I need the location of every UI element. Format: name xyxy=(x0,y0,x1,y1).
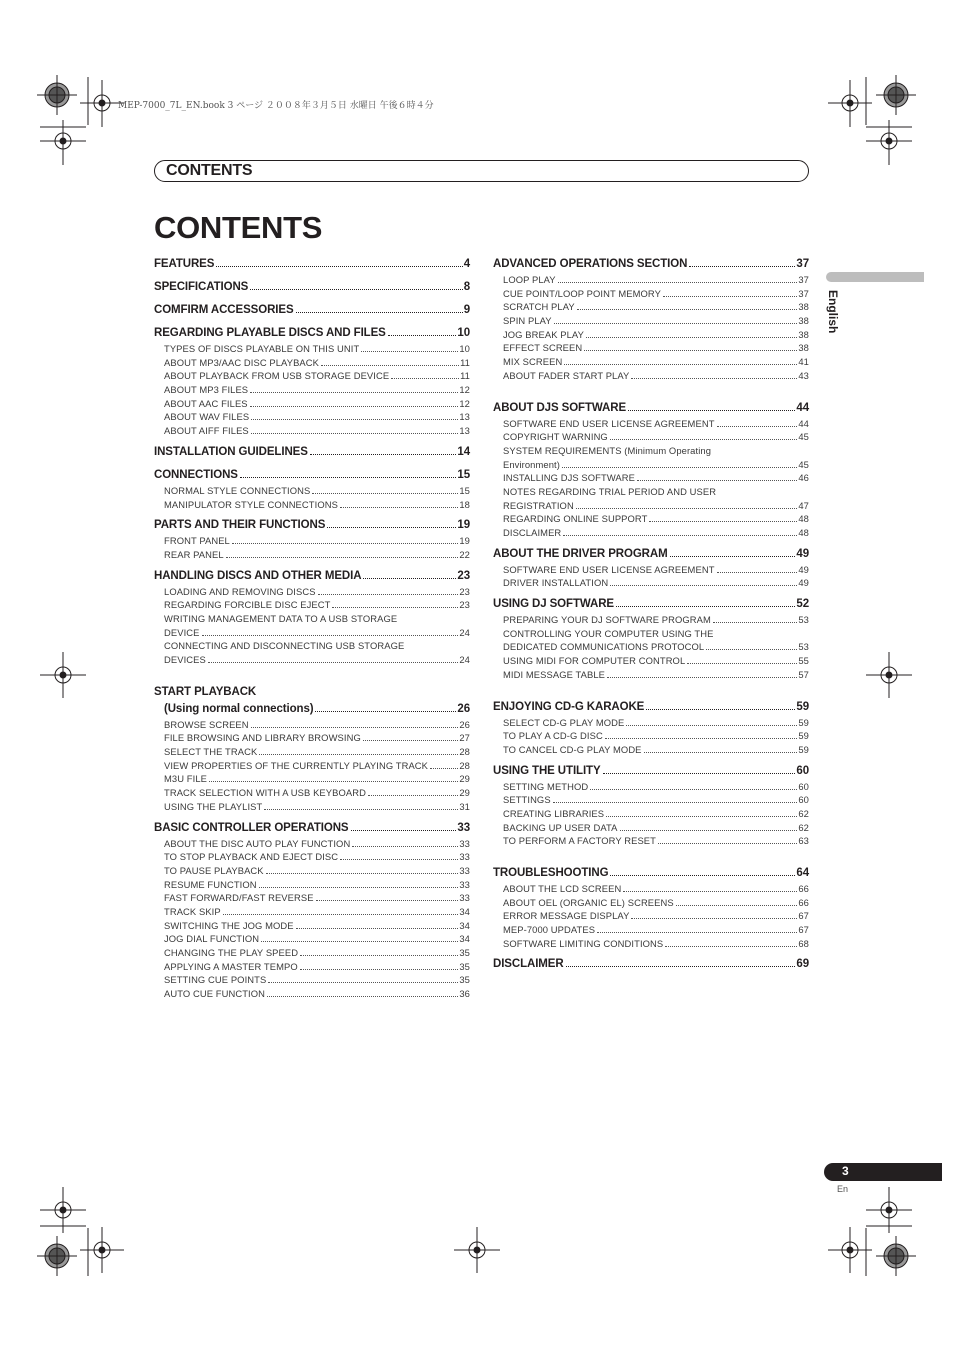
toc-subentry[interactable]: MIX SCREEN 41 xyxy=(503,356,809,368)
toc-subentry-line1[interactable]: WRITING MANAGEMENT DATA TO A USB STORAGE xyxy=(164,612,398,624)
toc-subentry[interactable]: CUE POINT/LOOP POINT MEMORY 37 xyxy=(503,287,809,299)
toc-subentry[interactable]: COPYRIGHT WARNING 45 xyxy=(503,431,809,443)
toc-subentry[interactable]: TO STOP PLAYBACK AND EJECT DISC 33 xyxy=(164,851,470,863)
section-header-bar xyxy=(154,160,809,182)
toc-entry-features[interactable]: FEATURES 4 xyxy=(154,258,470,270)
toc-subentry[interactable]: REAR PANEL 22 xyxy=(164,548,470,560)
toc-subentry[interactable]: FILE BROWSING AND LIBRARY BROWSING 27 xyxy=(164,732,470,744)
toc-subentry[interactable]: FAST FORWARD/FAST REVERSE 33 xyxy=(164,892,470,904)
toc-subentry[interactable]: Environment) 45 xyxy=(503,458,809,470)
toc-subentry[interactable]: SOFTWARE END USER LICENSE AGREEMENT 49 xyxy=(503,563,809,575)
toc-left-column xyxy=(154,256,470,1001)
toc-subentry[interactable]: USING MIDI FOR COMPUTER CONTROL 55 xyxy=(503,655,809,667)
toc-entry-playable-discs[interactable]: REGARDING PLAYABLE DISCS AND FILES 10 xyxy=(154,327,470,339)
crosshair-icon xyxy=(80,1227,124,1273)
toc-subentry[interactable]: JOG BREAK PLAY 38 xyxy=(503,328,809,340)
toc-subentry[interactable]: SETTINGS 60 xyxy=(503,794,809,806)
toc-subentry[interactable]: INSTALLING DJS SOFTWARE 46 xyxy=(503,472,809,484)
crosshair-icon xyxy=(866,652,912,698)
toc-entry-connections[interactable]: CONNECTIONS 15 xyxy=(154,468,470,481)
registration-mark-icon xyxy=(876,1236,916,1276)
toc-subentry[interactable]: TO PLAY A CD-G DISC 59 xyxy=(503,730,809,742)
crosshair-icon xyxy=(828,80,872,127)
toc-subentry[interactable]: PREPARING YOUR DJ SOFTWARE PROGRAM 53 xyxy=(503,614,809,626)
toc-subentry[interactable]: ABOUT OEL (ORGANIC EL) SCREENS 66 xyxy=(503,896,809,908)
toc-entry-parts[interactable]: PARTS AND THEIR FUNCTIONS 19 xyxy=(154,519,470,532)
toc-subentry[interactable]: RESUME FUNCTION 33 xyxy=(164,878,470,890)
toc-entry-djs-software[interactable]: ABOUT DJS SOFTWARE 44 xyxy=(493,401,809,414)
toc-subentry[interactable]: TO PERFORM A FACTORY RESET 63 xyxy=(503,835,809,847)
registration-mark-icon xyxy=(876,75,916,115)
toc-subentry[interactable]: USING THE PLAYLIST 31 xyxy=(164,800,470,812)
toc-subentry[interactable]: ABOUT MP3 FILES 12 xyxy=(164,384,470,396)
toc-entry-start-playback-cont[interactable]: (Using normal connections) 26 xyxy=(164,702,470,715)
toc-subentry[interactable]: SCRATCH PLAY 38 xyxy=(503,301,809,313)
toc-subentry[interactable]: ABOUT AIFF FILES 13 xyxy=(164,425,470,437)
toc-subentry[interactable]: ABOUT THE LCD SCREEN 66 xyxy=(503,883,809,894)
toc-subentry-line1[interactable]: CONNECTING AND DISCONNECTING USB STORAGE xyxy=(164,640,405,652)
toc-subentry[interactable]: VIEW PROPERTIES OF THE CURRENTLY PLAYING TRACK 28 xyxy=(164,759,470,771)
toc-entry-disclaimer[interactable]: DISCLAIMER 69 xyxy=(493,958,809,971)
toc-subentry[interactable]: JOG DIAL FUNCTION 34 xyxy=(164,933,470,945)
toc-subentry[interactable]: MIDI MESSAGE TABLE 57 xyxy=(503,668,809,680)
toc-entry-driver-program[interactable]: ABOUT THE DRIVER PROGRAM 49 xyxy=(493,547,809,560)
toc-subentry[interactable]: TO PAUSE PLAYBACK 33 xyxy=(164,864,470,876)
registration-mark-icon xyxy=(37,75,77,115)
toc-subentry[interactable]: EFFECT SCREEN 38 xyxy=(503,342,809,354)
toc-subentry[interactable]: APPLYING A MASTER TEMPO 35 xyxy=(164,960,470,972)
toc-subentry[interactable]: FRONT PANEL 19 xyxy=(164,535,470,547)
toc-entry-karaoke[interactable]: ENJOYING CD-G KARAOKE 59 xyxy=(493,700,809,713)
toc-subentry[interactable]: MEP-7000 UPDATES 67 xyxy=(503,924,809,936)
toc-subentry-line1[interactable]: CONTROLLING YOUR COMPUTER USING THE xyxy=(503,627,714,639)
toc-entry-specifications[interactable]: SPECIFICATIONS 8 xyxy=(154,281,470,293)
toc-subentry[interactable]: SETTING METHOD 60 xyxy=(503,780,809,792)
print-header: MEP-7000_7L_EN.book 3 ページ ２００８年３月５日 水曜日 午後６時４分 xyxy=(118,101,434,111)
page-number: 3 xyxy=(842,1164,849,1178)
toc-subentry[interactable]: SPIN PLAY 38 xyxy=(503,315,809,327)
toc-subentry[interactable]: TYPES OF DISCS PLAYABLE ON THIS UNIT 10 xyxy=(164,343,470,354)
page-number-badge xyxy=(824,1163,942,1181)
page-language-code: En xyxy=(837,1184,849,1194)
toc-subentry[interactable]: SOFTWARE END USER LICENSE AGREEMENT 44 xyxy=(503,417,809,429)
toc-subentry[interactable]: TRACK SKIP 34 xyxy=(164,905,470,917)
toc-entry-basic-controller[interactable]: BASIC CONTROLLER OPERATIONS 33 xyxy=(154,821,470,834)
toc-entry-dj-software[interactable]: USING DJ SOFTWARE 52 xyxy=(493,598,809,611)
toc-subentry-line1[interactable]: NOTES REGARDING TRIAL PERIOD AND USER xyxy=(503,485,717,497)
crosshair-icon xyxy=(40,652,86,698)
toc-subentry-line1[interactable]: SYSTEM REQUIREMENTS (Minimum Operating xyxy=(503,444,712,456)
toc-subentry[interactable]: M3U FILE 29 xyxy=(164,773,470,785)
toc-subentry[interactable]: TO CANCEL CD-G PLAY MODE 59 xyxy=(503,743,809,755)
toc-entry-handling[interactable]: HANDLING DISCS AND OTHER MEDIA 23 xyxy=(154,569,470,582)
toc-subentry[interactable]: AUTO CUE FUNCTION 36 xyxy=(164,988,470,1000)
toc-subentry[interactable]: ABOUT FADER START PLAY 43 xyxy=(503,369,809,381)
toc-subentry[interactable]: NORMAL STYLE CONNECTIONS 15 xyxy=(164,484,470,496)
toc-subentry[interactable]: ABOUT THE DISC AUTO PLAY FUNCTION 33 xyxy=(164,837,470,849)
toc-subentry[interactable]: DEVICES 24 xyxy=(164,654,470,665)
crosshair-icon xyxy=(454,1227,500,1273)
language-tab xyxy=(826,272,924,282)
section-header-title: CONTENTS xyxy=(166,162,253,179)
toc-subentry[interactable]: SELECT CD-G PLAY MODE 59 xyxy=(503,716,809,728)
toc-entry-installation[interactable]: INSTALLATION GUIDELINES 14 xyxy=(154,445,470,458)
toc-subentry[interactable]: BACKING UP USER DATA 62 xyxy=(503,821,809,833)
toc-subentry[interactable]: LOOP PLAY 37 xyxy=(503,274,809,285)
toc-subentry[interactable]: ABOUT PLAYBACK FROM USB STORAGE DEVICE 11 xyxy=(164,370,470,382)
crosshair-icon xyxy=(828,1227,872,1273)
toc-entry-troubleshooting[interactable]: TROUBLESHOOTING 64 xyxy=(493,867,809,879)
toc-subentry[interactable]: DEVICE 24 xyxy=(164,626,470,638)
toc-subentry[interactable]: DEDICATED COMMUNICATIONS PROTOCOL 53 xyxy=(503,641,809,653)
toc-right-column xyxy=(493,256,809,973)
toc-subentry[interactable]: SETTING CUE POINTS 35 xyxy=(164,974,470,986)
toc-subentry[interactable]: REGISTRATION 47 xyxy=(503,499,809,511)
toc-entry-accessories[interactable]: COMFIRM ACCESSORIES 9 xyxy=(154,304,470,316)
toc-subentry[interactable]: DISCLAIMER 48 xyxy=(503,527,809,538)
toc-entry-advanced[interactable]: ADVANCED OPERATIONS SECTION 37 xyxy=(493,258,809,270)
toc-subentry[interactable]: CHANGING THE PLAY SPEED 35 xyxy=(164,947,470,958)
toc-subentry[interactable]: SELECT THE TRACK 28 xyxy=(164,746,470,758)
toc-subentry[interactable]: MANIPULATOR STYLE CONNECTIONS 18 xyxy=(164,498,470,510)
toc-subentry[interactable]: ABOUT WAV FILES 13 xyxy=(164,411,470,423)
language-label: English xyxy=(826,290,840,334)
toc-subentry[interactable]: REGARDING FORCIBLE DISC EJECT 23 xyxy=(164,599,470,611)
toc-subentry[interactable]: ABOUT MP3/AAC DISC PLAYBACK 11 xyxy=(164,356,470,368)
toc-subentry[interactable]: ERROR MESSAGE DISPLAY 67 xyxy=(503,910,809,922)
toc-subentry[interactable]: SWITCHING THE JOG MODE 34 xyxy=(164,919,470,931)
toc-subentry[interactable]: SOFTWARE LIMITING CONDITIONS 68 xyxy=(503,937,809,949)
toc-entry-utility[interactable]: USING THE UTILITY 60 xyxy=(493,764,809,777)
registration-mark-icon xyxy=(37,1236,77,1276)
toc-subentry[interactable]: REGARDING ONLINE SUPPORT 48 xyxy=(503,513,809,525)
toc-subentry[interactable]: DRIVER INSTALLATION 49 xyxy=(503,577,809,589)
toc-subentry[interactable]: TRACK SELECTION WITH A USB KEYBOARD 29 xyxy=(164,787,470,799)
page-title: CONTENTS xyxy=(154,210,323,245)
toc-subentry[interactable]: ABOUT AAC FILES 12 xyxy=(164,397,470,409)
toc-subentry[interactable]: LOADING AND REMOVING DISCS 23 xyxy=(164,585,470,597)
toc-subentry[interactable]: CREATING LIBRARIES 62 xyxy=(503,807,809,819)
toc-subentry[interactable]: BROWSE SCREEN 26 xyxy=(164,718,470,730)
toc-entry-start-playback[interactable]: START PLAYBACK xyxy=(154,685,257,698)
